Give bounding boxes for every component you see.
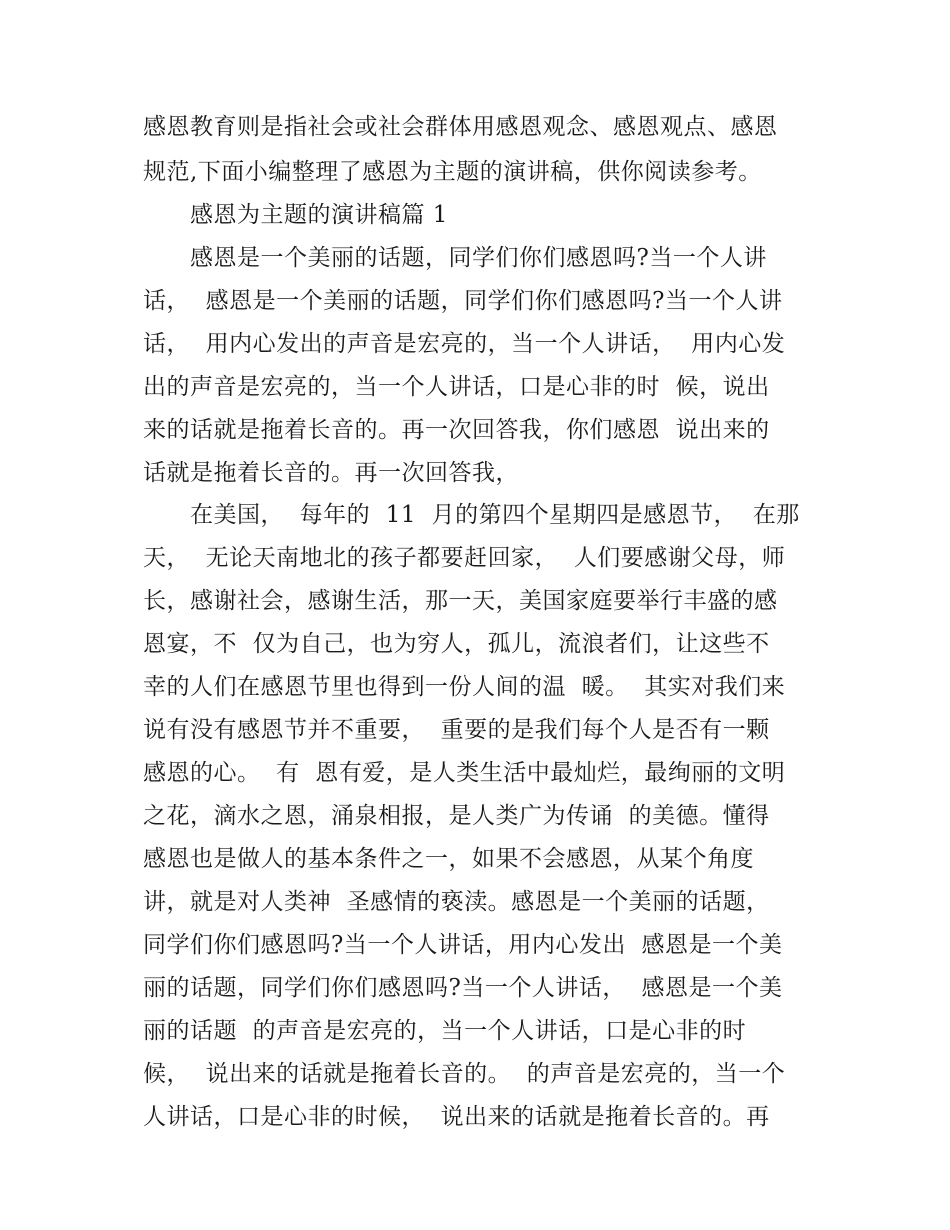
- text-line: 候， 说出来的话就是拖着长音的。 的声音是宏亮的，当一个: [143, 1061, 786, 1087]
- text-line: 感恩也是做人的基本条件之一，如果不会感恩，从某个角度: [143, 846, 754, 872]
- text-line: 规范,下面小编整理了感恩为主题的演讲稿，供你阅读参考。: [143, 159, 762, 185]
- text-line: 同学们你们感恩吗?当一个人讲话，用内心发出 感恩是一个美: [143, 932, 783, 958]
- text-line: 来的话就是拖着长音的。再一次回答我，你们感恩 说出来的: [143, 417, 770, 443]
- text-line: 长，感谢社会，感谢生活，那一天，美国家庭要举行丰盛的感: [143, 588, 778, 614]
- text-line: 话， 感恩是一个美丽的话题，同学们你们感恩吗?当一个人讲: [143, 288, 783, 314]
- text-line: 感恩是一个美丽的话题，同学们你们感恩吗?当一个人讲: [190, 245, 767, 271]
- text-line: 丽的话题，同学们你们感恩吗?当一个人讲话， 感恩是一个美: [143, 975, 783, 1001]
- text-line: 感恩教育则是指社会或社会群体用感恩观念、感恩观点、感恩: [143, 114, 778, 140]
- text-line: 话就是拖着长音的。再一次回答我，: [143, 460, 519, 486]
- text-line: 讲，就是对人类神 圣感情的亵渎。感恩是一个美丽的话题，: [143, 889, 770, 915]
- text-line: 话， 用内心发出的声音是宏亮的，当一个人讲话， 用内心发: [143, 331, 786, 357]
- text-line: 天， 无论天南地北的孩子都要赶回家， 人们要感谢父母，师: [143, 545, 786, 571]
- text-line: 说有没有感恩节并不重要， 重要的是我们每个人是否有一颗: [143, 717, 770, 743]
- text-line: 幸的人们在感恩节里也得到一份人间的温 暖。 其实对我们来: [143, 674, 786, 700]
- text-line: 丽的话题 的声音是宏亮的，当一个人讲话，口是心非的时: [143, 1018, 747, 1044]
- section-heading: 感恩为主题的演讲稿篇 1: [190, 202, 448, 228]
- text-line: 感恩的心。 有 恩有爱，是人类生活中最灿烂，最绚丽的文明: [143, 760, 786, 786]
- text-line: 之花，滴水之恩，涌泉相报，是人类广为传诵 的美德。懂得: [143, 803, 770, 829]
- text-line: 恩宴，不 仅为自己，也为穷人，孤儿，流浪者们，让这些不: [143, 631, 770, 657]
- text-line: 在美国， 每年的 11 月的第四个星期四是感恩节， 在那: [190, 502, 800, 528]
- text-line: 人讲话，口是心非的时候， 说出来的话就是拖着长音的。再: [143, 1104, 770, 1130]
- text-line: 出的声音是宏亮的，当一个人讲话，口是心非的时 候，说出: [143, 374, 770, 400]
